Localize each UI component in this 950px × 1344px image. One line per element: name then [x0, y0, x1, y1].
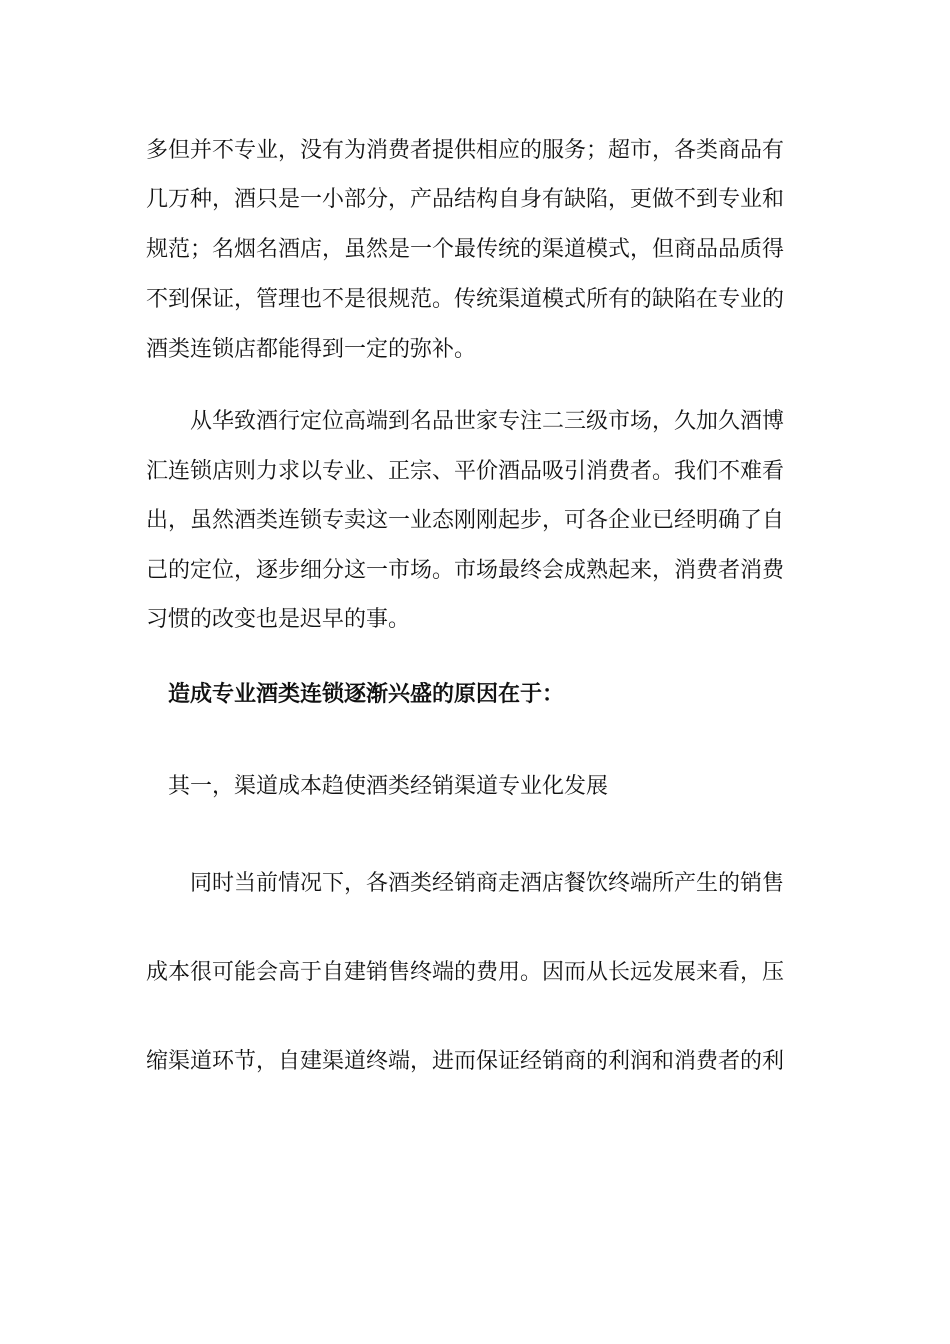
section-subheading: 其一，渠道成本趋使酒类经销渠道专业化发展	[168, 774, 609, 799]
text-line: 出，虽然酒类连锁专卖这一业态刚刚起步，可各企业已经明确了自	[146, 508, 785, 533]
text-line: 缩渠道环节，自建渠道终端，进而保证经销商的利润和消费者的利	[146, 1049, 785, 1074]
text-line: 己的定位，逐步细分这一市场。市场最终会成熟起来，消费者消费	[146, 558, 785, 583]
text-line: 成本很可能会高于自建销售终端的费用。因而从长远发展来看，压	[146, 960, 785, 985]
text-line: 酒类连锁店都能得到一定的弥补。	[146, 337, 477, 362]
text-line: 同时当前情况下，各酒类经销商走酒店餐饮终端所产生的销售	[190, 871, 785, 896]
text-line: 几万种，酒只是一小部分，产品结构自身有缺陷，更做不到专业和	[146, 187, 785, 212]
text-line: 不到保证，管理也不是很规范。传统渠道模式所有的缺陷在专业的	[146, 287, 785, 312]
text-line: 习惯的改变也是迟早的事。	[146, 607, 411, 632]
text-line: 从华致酒行定位高端到名品世家专注二三级市场，久加久酒博	[190, 409, 785, 434]
section-heading: 造成专业酒类连锁逐渐兴盛的原因在于：	[168, 681, 565, 707]
text-line: 汇连锁店则力求以专业、正宗、平价酒品吸引消费者。我们不难看	[146, 459, 785, 484]
text-line: 多但并不专业，没有为消费者提供相应的服务；超市，各类商品有	[146, 138, 785, 163]
text-line: 规范；名烟名酒店，虽然是一个最传统的渠道模式，但商品品质得	[146, 237, 785, 262]
